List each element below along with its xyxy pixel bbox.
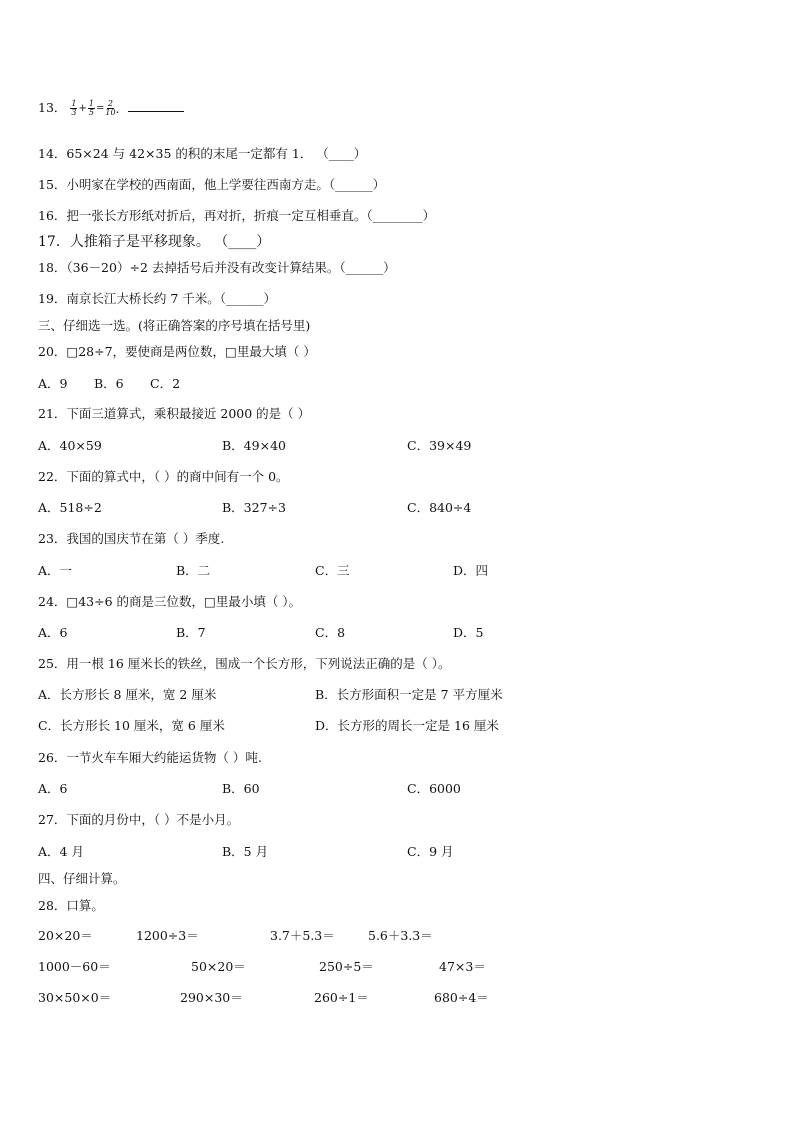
calc-item: 260÷1＝ bbox=[314, 990, 369, 1005]
question-27-stem: 27．下面的月份中，（ ）不是小月。 bbox=[38, 812, 240, 827]
section-4-heading: 四、仔细计算。 bbox=[38, 871, 126, 886]
question-24-option-d[interactable]: D．5 bbox=[453, 625, 484, 640]
question-25-option-c[interactable]: C．长方形长 10 厘米，宽 6 厘米 bbox=[38, 718, 225, 733]
fraction-1: 1 3 bbox=[71, 99, 77, 117]
question-22-stem: 22．下面的算式中，（ ）的商中间有一个 0。 bbox=[38, 469, 289, 484]
question-13 bbox=[38, 100, 184, 117]
question-23-option-d[interactable]: D．四 bbox=[453, 563, 489, 578]
calc-item: 680÷4＝ bbox=[434, 990, 489, 1005]
question-16: 16．把一张长方形纸对折后，再对折，折痕一定互相垂直。（________） bbox=[38, 208, 436, 223]
question-13-number: 13． bbox=[38, 100, 67, 115]
question-23-option-a[interactable]: A．一 bbox=[38, 563, 73, 578]
fraction-3: $\frac{2}{10}$ bbox=[105, 99, 116, 117]
question-25-option-a[interactable]: A．长方形长 8 厘米，宽 2 厘米 bbox=[38, 687, 217, 702]
question-14: 14．65×24 与 42×35 的积的末尾一定都有 1． （____） bbox=[38, 146, 367, 161]
question-23-stem: 23．我国的国庆节在第（ ）季度. bbox=[38, 531, 225, 546]
calc-item: 250÷5＝ bbox=[319, 959, 374, 974]
answer-blank[interactable] bbox=[128, 101, 184, 112]
calc-item: 30×50×0＝ bbox=[38, 990, 112, 1005]
question-24-option-a[interactable]: A．6 bbox=[38, 625, 68, 640]
question-27-option-b[interactable]: B．5 月 bbox=[222, 844, 269, 859]
question-26-option-a[interactable]: A．6 bbox=[38, 781, 68, 796]
calc-item: 5.6＋3.3＝ bbox=[368, 928, 433, 943]
calc-item: 20×20＝ bbox=[38, 928, 93, 943]
question-26-option-b[interactable]: B．60 bbox=[222, 781, 260, 796]
question-24-option-b[interactable]: B．7 bbox=[176, 625, 206, 640]
calc-item: 1000－60＝ bbox=[38, 959, 111, 974]
question-22-option-c[interactable]: C．840÷4 bbox=[407, 500, 472, 515]
question-20-option-b[interactable]: B．6 bbox=[94, 376, 124, 391]
question-20-stem: 20．□28÷7，要使商是两位数，□里最大填（ ） bbox=[38, 344, 316, 359]
calc-item: 290×30＝ bbox=[180, 990, 243, 1005]
question-23-option-c[interactable]: C．三 bbox=[315, 563, 350, 578]
calc-item: 50×20＝ bbox=[191, 959, 246, 974]
question-25-option-b[interactable]: B．长方形面积一定是 7 平方厘米 bbox=[315, 687, 503, 702]
question-15: 15．小明家在学校的西南面，他上学要往西南方走。（______） bbox=[38, 177, 386, 192]
question-25-stem: 25．用一根 16 厘米长的铁丝，围成一个长方形，下列说法正确的是（ ）。 bbox=[38, 656, 451, 671]
fraction-2: $\frac{1}{5}$ bbox=[88, 99, 94, 117]
question-17: 17．人推箱子是平移现象。 （____） bbox=[38, 234, 271, 250]
question-27-option-c[interactable]: C．9 月 bbox=[407, 844, 454, 859]
question-21-option-c[interactable]: C．39×49 bbox=[407, 438, 472, 453]
calc-item: 47×3＝ bbox=[439, 959, 486, 974]
question-22-option-a[interactable]: A．518÷2 bbox=[38, 500, 102, 515]
question-20-option-a[interactable]: A．9 bbox=[38, 376, 68, 391]
question-22-option-b[interactable]: B．327÷3 bbox=[222, 500, 286, 515]
section-3-heading: 三、仔细选一选。(将正确答案的序号填在括号里) bbox=[38, 318, 311, 333]
question-23-option-b[interactable]: B．二 bbox=[176, 563, 211, 578]
question-24-stem: 24．□43÷6 的商是三位数，□里最小填（ ）。 bbox=[38, 594, 302, 609]
question-24-option-c[interactable]: C．8 bbox=[315, 625, 346, 640]
question-21-option-b[interactable]: B．49×40 bbox=[222, 438, 286, 453]
question-21-stem: 21．下面三道算式，乘积最接近 2000 的是（ ） bbox=[38, 406, 311, 421]
question-28-stem: 28．口算。 bbox=[38, 898, 104, 913]
question-18: 18．（36－20）÷2 去掉括号后并没有改变计算结果。（______） bbox=[38, 260, 396, 275]
fraction-expression: 1 3 + $\frac{1}{5}$ = $\frac{2}{10}$ . bbox=[71, 99, 120, 117]
question-25-option-d[interactable]: D．长方形的周长一定是 16 厘米 bbox=[315, 718, 499, 733]
question-26-option-c[interactable]: C．6000 bbox=[407, 781, 461, 796]
calc-item: 3.7＋5.3＝ bbox=[270, 928, 335, 943]
question-21-option-a[interactable]: A．40×59 bbox=[38, 438, 102, 453]
question-27-option-a[interactable]: A．4 月 bbox=[38, 844, 84, 859]
question-20-option-c[interactable]: C．2 bbox=[150, 376, 181, 391]
question-26-stem: 26．一节火车车厢大约能运货物（ ）吨. bbox=[38, 750, 262, 765]
question-19: 19．南京长江大桥长约 7 千米。（______） bbox=[38, 291, 277, 306]
calc-item: 1200÷3＝ bbox=[136, 928, 199, 943]
